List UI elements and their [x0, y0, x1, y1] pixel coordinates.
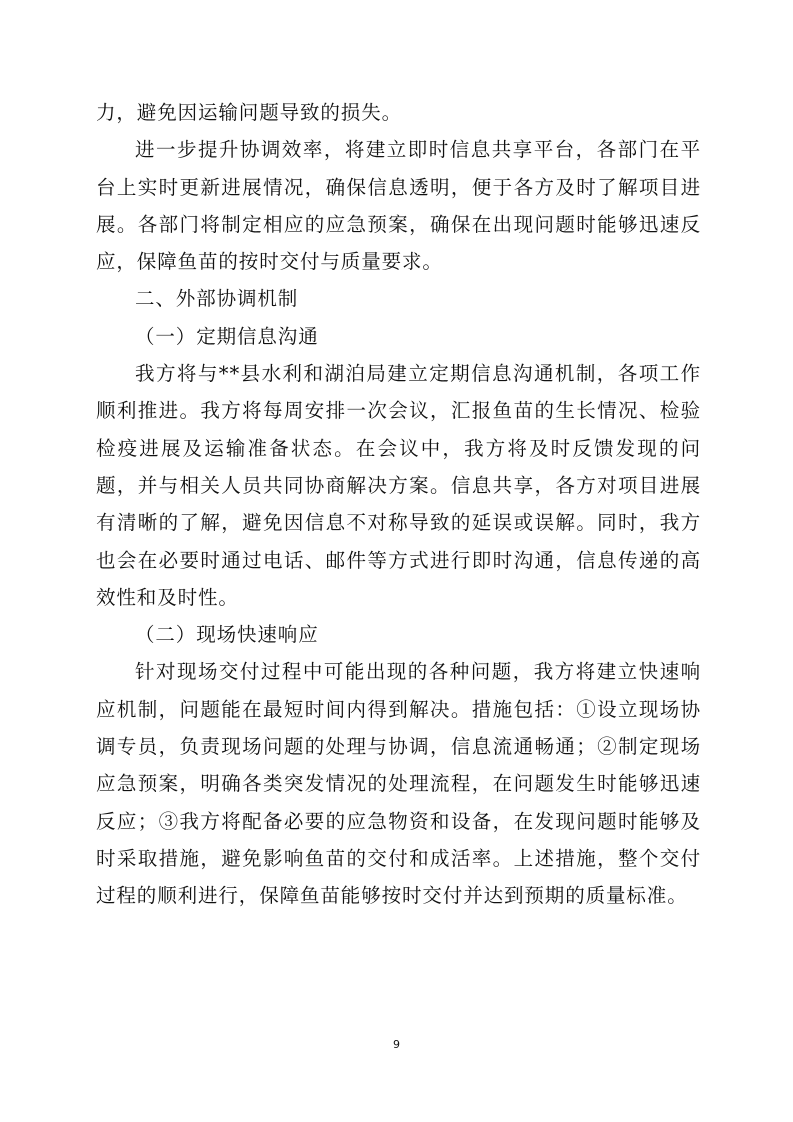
page-number: 9 [393, 1038, 400, 1051]
body-paragraph-continuation: 力，避免因运输问题导致的损失。 [96, 101, 403, 124]
section-heading-external-coordination: 二、外部协调机制 [135, 287, 299, 311]
body-paragraph-rapid-response: 针对现场交付过程中可能出现的各种问题，我方将建立快速响应机制，问题能在最短时间内得到解决。措施包括：①设立现场协调专员，负责现场问题的处理与协调，信息流通畅通；②制定现场应急预案，明确各类突发情况的处理流程，在问题发生时能够迅速反应；③我方将配备必要的应急物资和设备，在发现问题时能够及时采取措施，避免影响鱼苗的交付和成活率。上述措施，整个交付过程的顺利进行，保障鱼苗能够按时交付并达到预期的质量标准。 [96, 660, 701, 908]
subsection-heading-regular-communication: （一）定期信息沟通 [135, 324, 319, 348]
body-paragraph-regular-communication: 我方将与**县水利和湖泊局建立定期信息沟通机制，各项工作顺利推进。我方将每周安排一次会议，汇报鱼苗的生长情况、检验检疫进展及运输准备状态。在会议中，我方将及时反馈发现的问题，并与相关人员共同协商解决方案。信息共享，各方对项目进展有清晰的了解，避免因信息不对称导致的延误或误解。同时，我方也会在必要时通过电话、邮件等方式进行即时沟通，信息传递的高效性和及时性。 [96, 362, 701, 609]
page-body [96, 94, 701, 915]
body-paragraph-efficiency: 进一步提升协调效率，将建立即时信息共享平台，各部门在平台上实时更新进展情况，确保信息透明，便于各方及时了解项目进展。各部门将制定相应的应急预案，确保在出现问题时能够迅速反应，保障鱼苗的按时交付与质量要求。 [96, 138, 701, 274]
subsection-heading-rapid-response: （二）现场快速响应 [135, 623, 319, 647]
